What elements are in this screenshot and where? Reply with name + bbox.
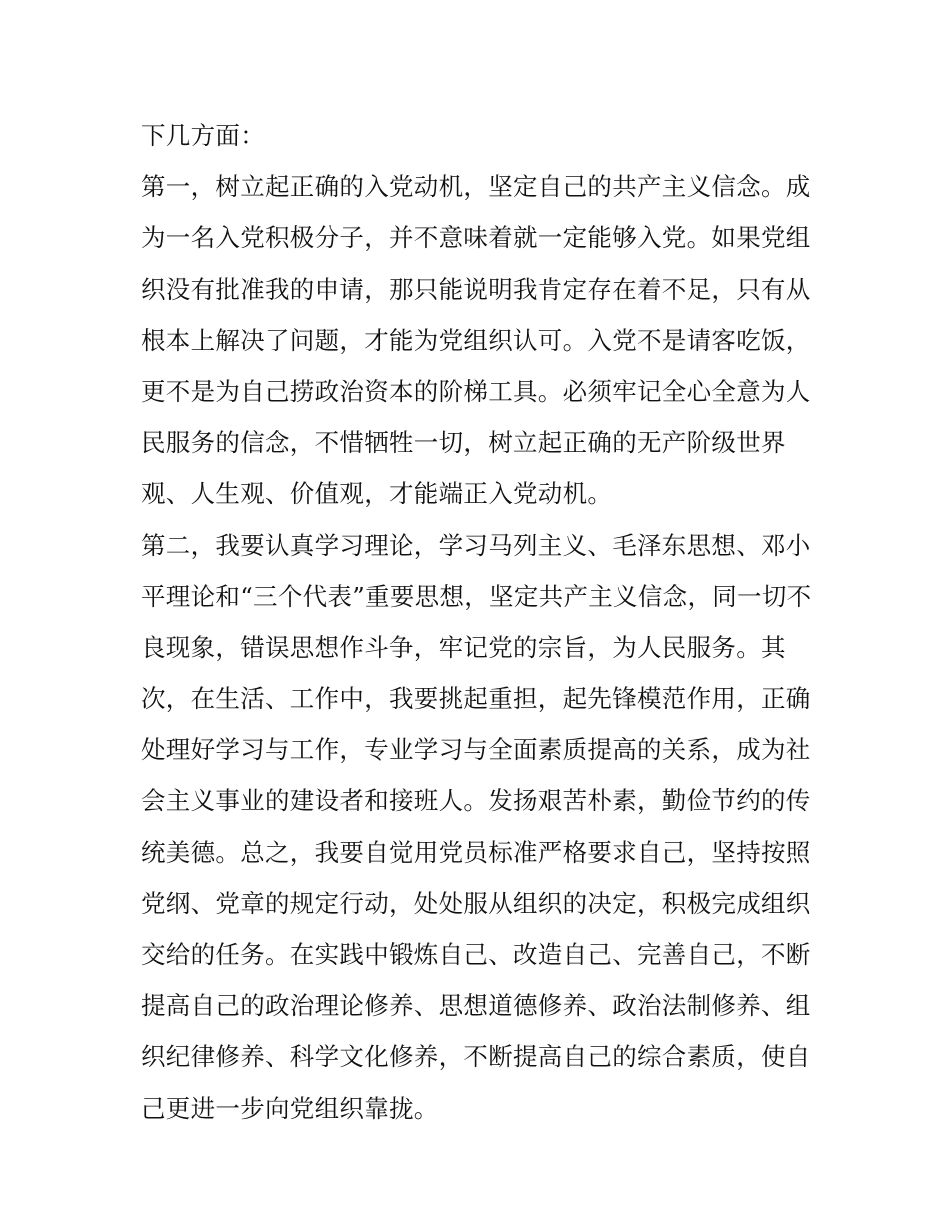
text-line: 良现象，错误思想作斗争，牢记党的宗旨，为人民服务。其 bbox=[141, 632, 786, 662]
text-line: 织纪律修养、科学文化修养，不断提高自己的综合素质，使自 bbox=[141, 1042, 811, 1072]
text-line: 观、人生观、价值观，才能端正入党动机。 bbox=[141, 479, 613, 509]
text-line: 第二，我要认真学习理论，学习马列主义、毛泽东思想、邓小 bbox=[141, 530, 811, 560]
text-line: 统美德。总之，我要自觉用党员标准严格要求自己，坚持按照 bbox=[141, 837, 811, 867]
text-line: 更不是为自己捞政治资本的阶梯工具。必须牢记全心全意为人 bbox=[141, 376, 811, 406]
text-line: 次，在生活、工作中，我要挑起重担，起先锋模范作用，正确 bbox=[141, 684, 811, 714]
text-line: 提高自己的政治理论修养、思想道德修养、政治法制修养、组 bbox=[141, 991, 811, 1021]
text-line: 下几方面： bbox=[141, 121, 265, 150]
text-line: 织没有批准我的申请，那只能说明我肯定存在着不足，只有从 bbox=[141, 274, 811, 304]
text-line: 党纲、党章的规定行动，处处服从组织的决定，积极完成组织 bbox=[141, 888, 811, 918]
text-line: 根本上解决了问题，才能为党组织认可。入党不是请客吃饭， bbox=[141, 325, 811, 355]
text-line: 民服务的信念，不惜牺牲一切，树立起正确的无产阶级世界 bbox=[141, 428, 786, 458]
text-line: 为一名入党积极分子，并不意味着就一定能够入党。如果党组 bbox=[141, 223, 811, 253]
text-line: 处理好学习与工作，专业学习与全面素质提高的关系，成为社 bbox=[141, 735, 811, 765]
text-line: 第一，树立起正确的入党动机，坚定自己的共产主义信念。成 bbox=[141, 172, 811, 202]
text-line: 交给的任务。在实践中锻炼自己、改造自己、完善自己，不断 bbox=[141, 940, 811, 969]
text-line: 己更进一步向党组织靠拢。 bbox=[141, 1093, 439, 1123]
document-body bbox=[141, 110, 821, 1134]
text-line: 会主义事业的建设者和接班人。发扬艰苦朴素，勤俭节约的传 bbox=[141, 786, 811, 816]
text-line: 平理论和“三个代表”重要思想，坚定共产主义信念，同一切不 bbox=[141, 581, 812, 611]
